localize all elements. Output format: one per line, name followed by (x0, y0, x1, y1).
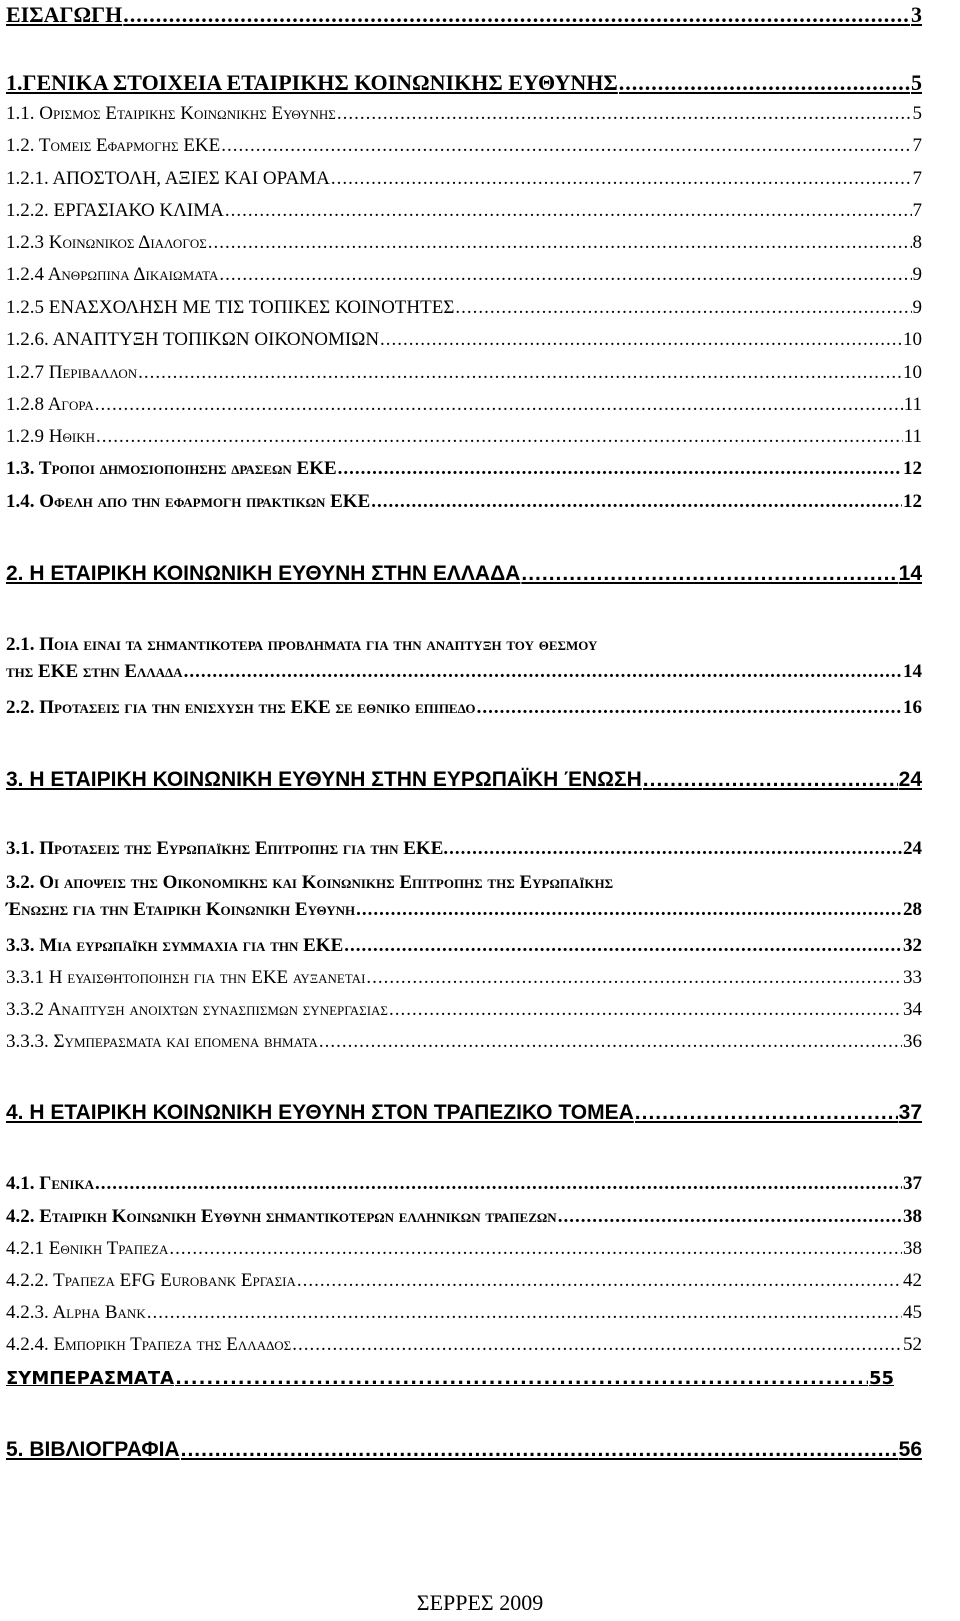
toc-entry-4-2-2[interactable]: 4.2.2. Τραπεζα EFG Eurobank Εργασια ..... 42 (6, 1270, 922, 1292)
toc-entry-chapter-2[interactable]: 2. Η ΕΤΑΙΡΙΚΗ ΚΟΙΝΩΝΙΚΗ ΕΥΘΥΝΗ ΣΤΗΝ ΕΛΛΑΔΑ ..... 14 (6, 562, 922, 586)
toc-entry-intro[interactable]: ΕΙΣΑΓΩΓΗ ..... 3 (6, 2, 922, 28)
toc-entry-2-2[interactable]: 2.2. Προτασεις για την ενισχυση της ΕΚΕ σε εθνικο επιπεδο ..... 16 (6, 697, 922, 719)
toc-entry-3-3-3[interactable]: 3.3.3. Συμπερασματα και επομενα βηματα ..... 36 (6, 1031, 922, 1053)
toc-entry-chapter-3[interactable]: 3. Η ΕΤΑΙΡΙΚΗ ΚΟΙΝΩΝΙΚΗ ΕΥΘΥΝΗ ΣΤΗΝ ΕΥΡΩΠΑΪΚΗ ΈΝΩΣΗ ..... 24 (6, 768, 922, 792)
toc-entry-1-3[interactable]: 1.3. Τροποι δημοσιοποιησης δρασεων ΕΚΕ ..... 12 (6, 458, 922, 480)
toc-entry-conclusions[interactable]: ΣΥΜΠΕΡΑΣΜΑΤΑ ..... 55 (6, 1368, 894, 1389)
toc-entry-3-3[interactable]: 3.3. Μια ευρωπαϊκη συμμαχια για την ΕΚΕ ..... 32 (6, 935, 922, 957)
toc-entry-chapter-1[interactable]: 1.ΓΕΝΙΚΑ ΣΤΟΙΧΕΙΑ ΕΤΑΙΡΙΚΗΣ ΚΟΙΝΩΝΙΚΗΣ ΕΥΘΥΝΗΣ ..... 5 (6, 70, 922, 96)
page-footer: ΣΕΡΡΕΣ 2009 (416, 1590, 544, 1615)
toc-entry-3-3-2[interactable]: 3.3.2 Αναπτυξη ανοιχτων συνασπισμων συνεργασιας ..... 34 (6, 999, 922, 1021)
toc-entry-1-2-3[interactable]: 1.2.3 Κοινωνικος Διαλογος ..... 8 (6, 232, 922, 254)
toc-entry-1-2-4[interactable]: 1.2.4 Ανθρωπινα Δικαιωματα ..... 9 (6, 264, 922, 286)
toc-entry-3-3-1[interactable]: 3.3.1 Η ευαισθητοποιηση για την ΕΚΕ αυξανεται ..... 33 (6, 967, 922, 989)
toc-entry-1-2-1[interactable]: 1.2.1. ΑΠΟΣΤΟΛΗ, ΑΞΙΕΣ ΚΑΙ ΟΡΑΜΑ ..... 7 (6, 168, 922, 190)
toc-entry-4-2-3[interactable]: 4.2.3. Alpha Bank ..... 45 (6, 1302, 922, 1324)
toc-entry-1-2-2[interactable]: 1.2.2. ΕΡΓΑΣΙΑΚΟ ΚΛΙΜΑ ..... 7 (6, 200, 922, 222)
toc-entry-2-1-line1: 2.1. Ποια ειναι τα σημαντικοτερα προβληματα για την αναπτυξη του θεσμου (6, 634, 598, 655)
toc-entry-4-2[interactable]: 4.2. Εταιρικη Κοινωνικη Ευθυνη σημαντικοτερων ελληνικων τραπεζων ..... 38 (6, 1206, 922, 1228)
toc-entry-2-1[interactable]: 2.1. Ποια ειναι τα σημαντικοτερα προβληματα για την αναπτυξη του θεσμου της ΕΚΕ στην Ελλαδα ..... 14 (6, 634, 922, 683)
toc-entry-3-1[interactable]: 3.1. Προτασεις της Ευρωπαϊκης Επιτροπης για την ΕΚΕ. ..... 24 (6, 838, 922, 860)
toc-entry-1-4[interactable]: 1.4. Οφελη απο την εφαρμογη πρακτικων ΕΚΕ ..... 12 (6, 491, 922, 513)
toc-entry-4-2-4[interactable]: 4.2.4. Εμπορικη Τραπεζα της Ελλαδος ..... 52 (6, 1334, 922, 1356)
toc-entry-1-2-7[interactable]: 1.2.7 Περιβαλλον ..... 10 (6, 362, 922, 384)
toc-entry-1-2-8[interactable]: 1.2.8 Αγορα ..... 11 (6, 394, 922, 416)
toc-entry-4-2-1[interactable]: 4.2.1 Εθνικη Τραπεζα ..... 38 (6, 1238, 922, 1260)
toc-entry-1-2-9[interactable]: 1.2.9 Ηθικη ..... 11 (6, 426, 922, 448)
toc-entry-3-2-line1: 3.2. Οι αποψεις της Οικονομικης και Κοινωνικης Επιτροπης της Ευρωπαϊκης (6, 872, 614, 893)
toc-entry-chapter-4[interactable]: 4. Η ΕΤΑΙΡΙΚΗ ΚΟΙΝΩΝΙΚΗ ΕΥΘΥΝΗ ΣΤΟΝ ΤΡΑΠΕΖΙΚΟ ΤΟΜΕΑ ..... 37 (6, 1101, 922, 1125)
toc-entry-1-1[interactable]: 1.1. Ορισμος Εταιρικης Κοινωνικης Ευθυνης ..... 5 (6, 103, 922, 125)
toc-entry-4-1[interactable]: 4.1. Γενικα ..... 37 (6, 1173, 922, 1195)
toc-entry-3-2[interactable]: 3.2. Οι αποψεις της Οικονομικης και Κοινωνικης Επιτροπης της Ευρωπαϊκης Ένωσης για την Εταιρικη Κοινωνικη Ευθυνη ..... 28 (6, 872, 922, 921)
toc-entry-chapter-5[interactable]: 5. ΒΙΒΛΙΟΓΡΑΦΙΑ ..... 56 (6, 1438, 922, 1462)
toc-entry-1-2-5[interactable]: 1.2.5 ΕΝΑΣΧΟΛΗΣΗ ΜΕ ΤΙΣ ΤΟΠΙΚΕΣ ΚΟΙΝΟΤΗΤΕΣ ..... 9 (6, 297, 922, 319)
toc-entry-1-2-6[interactable]: 1.2.6. ΑΝΑΠΤΥΞΗ ΤΟΠΙΚΩΝ ΟΙΚΟΝΟΜΙΩΝ ..... 10 (6, 329, 922, 351)
toc-entry-1-2[interactable]: 1.2. Τομεις Εφαρμογης ΕΚΕ ..... 7 (6, 135, 922, 157)
